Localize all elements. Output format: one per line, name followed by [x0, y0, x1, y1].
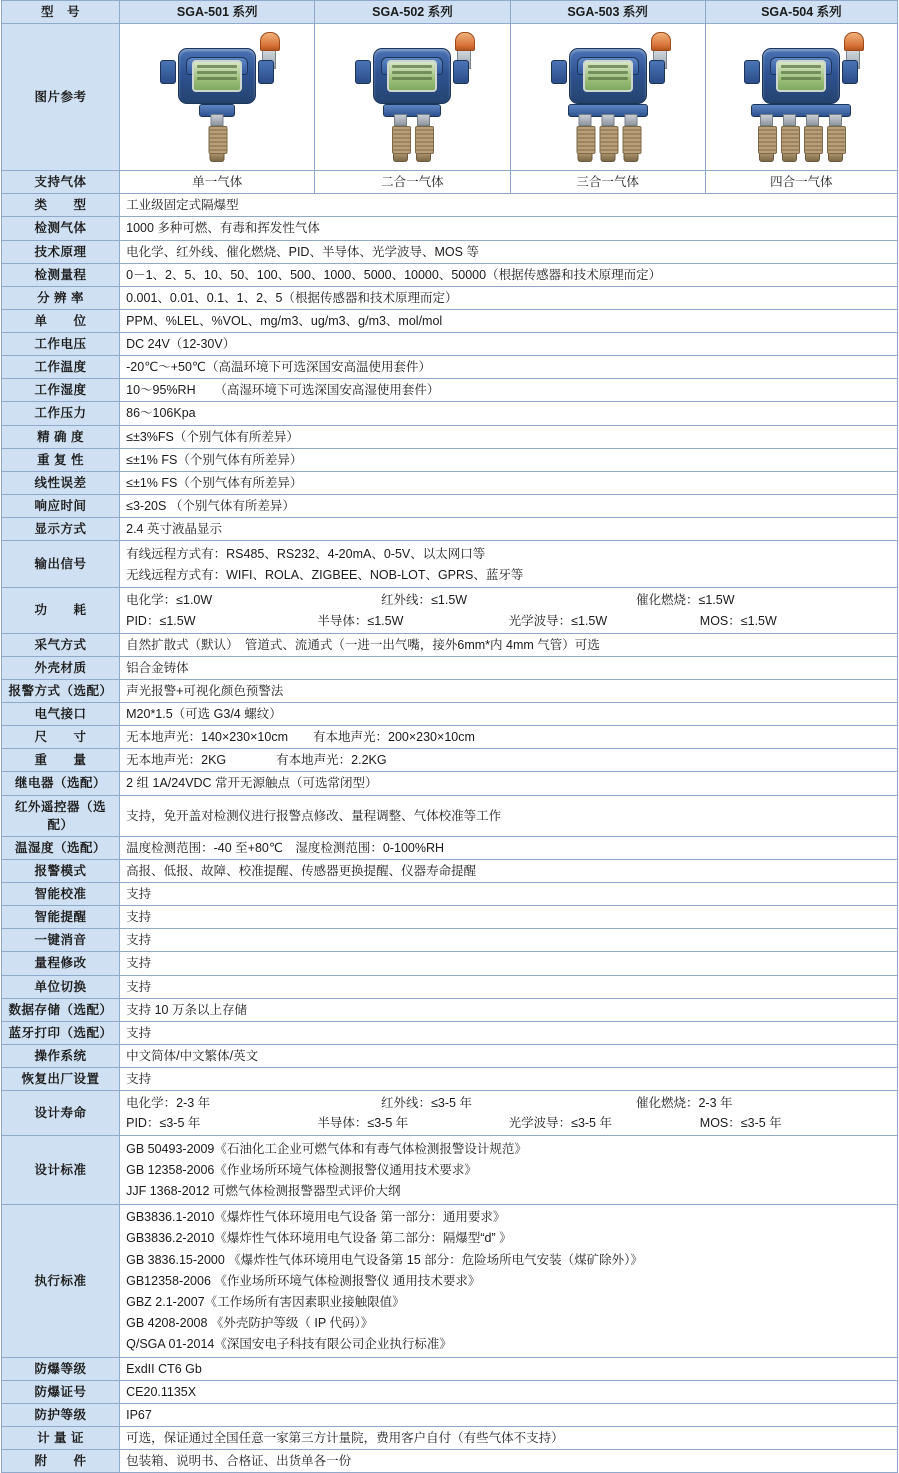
- table-row-range-modify: [2, 952, 898, 975]
- gas-detector-icon: [142, 26, 292, 168]
- table-row-gas-support: [2, 171, 898, 194]
- row-value-ip-rating: IP67: [120, 1403, 898, 1426]
- row-label-housing: 外壳材质: [2, 656, 120, 679]
- table-row-unit: [2, 309, 898, 332]
- row-label-smart-calibration: 智能校准: [2, 883, 120, 906]
- exec-standard-5: GB 4208-2008 《外壳防护等级（ IP 代码）》: [126, 1315, 374, 1330]
- lifetime-item-4: [317, 1113, 508, 1133]
- row-value-bluetooth-print: 支持: [120, 1021, 898, 1044]
- row-label-model: 型 号: [2, 1, 120, 24]
- specification-table: [1, 0, 898, 1473]
- row-label-detect-gas: 检测气体: [2, 217, 120, 240]
- table-row-repeatability: [2, 448, 898, 471]
- row-value-work-temp: -20℃～+50℃（高温环境下可选深国安高温使用套件）: [120, 356, 898, 379]
- power-item-0-value: ≤1.0W: [176, 593, 213, 608]
- row-label-response-time: 响应时间: [2, 494, 120, 517]
- model-cell-4: SGA-504 系列: [705, 1, 897, 24]
- table-row-lifetime: [2, 1091, 898, 1136]
- row-label-work-pressure: 工作压力: [2, 402, 120, 425]
- row-label-repeatability: 重 复 性: [2, 448, 120, 471]
- row-label-ip-rating: 防护等级: [2, 1403, 120, 1426]
- lifetime-item-5-name: 光学波导：: [508, 1116, 572, 1131]
- output-signal-wired: 有线远程方式有：RS485、RS232、4-20mA、0-5V、以太网口等: [126, 546, 486, 561]
- row-value-output-signal: [120, 541, 898, 588]
- lifetime-item-6-value: ≤3-5 年: [740, 1116, 782, 1131]
- table-row-electrical-interface: [2, 703, 898, 726]
- row-value-design-standards: [120, 1136, 898, 1204]
- table-row-technology: [2, 240, 898, 263]
- gas-support-1: 单一气体: [120, 171, 315, 194]
- power-item-5-value: ≤1.5W: [571, 613, 608, 628]
- power-item-2: [636, 590, 891, 610]
- power-item-1: [381, 590, 636, 610]
- row-value-smart-calibration: 支持: [120, 883, 898, 906]
- row-value-display: 2.4 英寸液晶显示: [120, 518, 898, 541]
- row-label-metrology-cert: 计 量 证: [2, 1427, 120, 1450]
- design-standard-0: GB 50493-2009《石油化工企业可燃气体和有毒气体检测报警设计规范》: [126, 1141, 527, 1156]
- row-value-os: 中文简体/中文繁体/英文: [120, 1044, 898, 1067]
- table-row-output-signal: [2, 541, 898, 588]
- row-label-sampling: 采气方式: [2, 633, 120, 656]
- row-label-smart-reminder: 智能提醒: [2, 906, 120, 929]
- row-value-sampling: 自然扩散式（默认） 管道式、流通式（一进一出气嘴，接外6mm*内 4mm 气管）可选: [120, 633, 898, 656]
- table-row-sampling: [2, 633, 898, 656]
- lifetime-item-6: [700, 1113, 891, 1133]
- row-label-accuracy: 精 确 度: [2, 425, 120, 448]
- table-row-accuracy: [2, 425, 898, 448]
- power-item-1-value: ≤1.5W: [431, 593, 468, 608]
- table-row-accessories: [2, 1450, 898, 1473]
- lifetime-item-2-value: 2-3 年: [698, 1096, 733, 1111]
- lifetime-item-1: [381, 1093, 636, 1113]
- row-value-ex-certificate: CE20.1135X: [120, 1380, 898, 1403]
- lifetime-item-4-value: ≤3-5 年: [367, 1116, 409, 1131]
- table-row-alarm-method: [2, 679, 898, 702]
- row-label-relay: 继电器（选配）: [2, 772, 120, 795]
- table-row-resolution: [2, 286, 898, 309]
- row-label-resolution: 分 辨 率: [2, 286, 120, 309]
- power-item-2-value: ≤1.5W: [698, 593, 735, 608]
- power-item-6-value: ≤1.5W: [740, 613, 777, 628]
- power-item-3-name: PID：: [126, 613, 160, 628]
- exec-standard-3: GB12358-2006 《作业场所环境气体检测报警仪 通用技术要求》: [126, 1273, 481, 1288]
- table-row-type: [2, 194, 898, 217]
- gas-support-2: 二合一气体: [315, 171, 510, 194]
- row-label-unit-switch: 单位切换: [2, 975, 120, 998]
- row-value-resolution: 0.001、0.01、0.1、1、2、5（根据传感器和技术原理而定）: [120, 286, 898, 309]
- lifetime-item-4-name: 半导体：: [317, 1116, 368, 1131]
- table-row-temp-humidity: [2, 836, 898, 859]
- row-value-alarm-method: 声光报警+可视化颜色预警法: [120, 679, 898, 702]
- row-value-linearity: ≤±1% FS（个别气体有所差异）: [120, 471, 898, 494]
- table-row-linearity: [2, 471, 898, 494]
- row-label-lifetime: 设计寿命: [2, 1091, 120, 1136]
- row-label-unit: 单 位: [2, 309, 120, 332]
- row-value-range-modify: 支持: [120, 952, 898, 975]
- table-row-metrology-cert: [2, 1427, 898, 1450]
- power-item-4-name: 半导体：: [317, 613, 368, 628]
- device-image-1: [120, 24, 315, 171]
- table-row-power: [2, 588, 898, 633]
- row-label-temp-humidity: 温湿度（选配）: [2, 836, 120, 859]
- row-label-work-humidity: 工作湿度: [2, 379, 120, 402]
- row-value-accessories: 包装箱、说明书、合格证、出货单各一份: [120, 1450, 898, 1473]
- table-row-work-temp: [2, 356, 898, 379]
- model-cell-3: SGA-503 系列: [510, 1, 705, 24]
- row-label-display: 显示方式: [2, 518, 120, 541]
- gas-support-4: 四合一气体: [705, 171, 897, 194]
- row-value-metrology-cert: 可选，保证通过全国任意一家第三方计量院，费用客户自付（有些气体不支持）: [120, 1427, 898, 1450]
- power-item-6-name: MOS：: [699, 613, 741, 628]
- table-row-range: [2, 263, 898, 286]
- row-value-type: 工业级固定式隔爆型: [120, 194, 898, 217]
- row-value-accuracy: ≤±3%FS（个别气体有所差异）: [120, 425, 898, 448]
- row-value-power: [120, 588, 898, 633]
- lifetime-item-0-value: 2-3 年: [176, 1096, 211, 1111]
- table-row-weight: [2, 749, 898, 772]
- power-item-6: [700, 611, 891, 631]
- row-label-ex-rating: 防爆等级: [2, 1357, 120, 1380]
- table-row-alarm-mode: [2, 859, 898, 882]
- row-value-housing: 铝合金铸体: [120, 656, 898, 679]
- row-value-voltage: DC 24V（12-30V）: [120, 333, 898, 356]
- lifetime-item-6-name: MOS：: [699, 1116, 741, 1131]
- lifetime-item-2-name: 催化燃烧：: [635, 1096, 699, 1111]
- row-value-temp-humidity: 温度检测范围：-40 至+80℃ 湿度检测范围：0-100%RH: [120, 836, 898, 859]
- table-row-one-key-mute: [2, 929, 898, 952]
- table-row-smart-reminder: [2, 906, 898, 929]
- gas-detector-icon: [726, 26, 876, 168]
- table-row-ir-remote: [2, 795, 898, 836]
- lifetime-item-5: [509, 1113, 700, 1133]
- table-row-work-pressure: [2, 402, 898, 425]
- table-row-relay: [2, 772, 898, 795]
- row-value-unit-switch: 支持: [120, 975, 898, 998]
- device-image-3: [510, 24, 705, 171]
- lifetime-item-2: [636, 1093, 891, 1113]
- row-value-exec-standards: [120, 1204, 898, 1357]
- table-row-detect-gas: [2, 217, 898, 240]
- row-value-data-storage: 支持 10 万条以上存储: [120, 998, 898, 1021]
- row-value-one-key-mute: 支持: [120, 929, 898, 952]
- table-row-size: [2, 726, 898, 749]
- row-label-range-modify: 量程修改: [2, 952, 120, 975]
- row-value-factory-reset: 支持: [120, 1068, 898, 1091]
- table-row-images: [2, 24, 898, 171]
- row-label-data-storage: 数据存储（选配）: [2, 998, 120, 1021]
- row-label-bluetooth-print: 蓝牙打印（选配）: [2, 1021, 120, 1044]
- table-row-bluetooth-print: [2, 1021, 898, 1044]
- power-item-0: [126, 590, 381, 610]
- model-cell-2: SGA-502 系列: [315, 1, 510, 24]
- row-label-work-temp: 工作温度: [2, 356, 120, 379]
- lifetime-item-1-value: ≤3-5 年: [431, 1096, 472, 1111]
- lifetime-item-1-name: 红外线：: [381, 1096, 432, 1111]
- power-item-4: [317, 611, 508, 631]
- row-label-power: 功 耗: [2, 588, 120, 633]
- power-item-5-name: 光学波导：: [508, 613, 572, 628]
- row-label-voltage: 工作电压: [2, 333, 120, 356]
- lifetime-item-3-name: PID：: [126, 1116, 160, 1131]
- row-value-lifetime: [120, 1091, 898, 1136]
- row-label-one-key-mute: 一键消音: [2, 929, 120, 952]
- row-label-ex-certificate: 防爆证号: [2, 1380, 120, 1403]
- power-item-4-value: ≤1.5W: [367, 613, 404, 628]
- table-row-factory-reset: [2, 1068, 898, 1091]
- row-value-alarm-mode: 高报、低报、故障、校准提醒、传感器更换提醒、仪器寿命提醒: [120, 859, 898, 882]
- row-value-ir-remote: 支持，免开盖对检测仪进行报警点修改、量程调整、气体校准等工作: [120, 795, 898, 836]
- row-label-size: 尺 寸: [2, 726, 120, 749]
- power-item-2-name: 催化燃烧：: [635, 593, 699, 608]
- table-row-unit-switch: [2, 975, 898, 998]
- row-label-accessories: 附 件: [2, 1450, 120, 1473]
- table-row-response-time: [2, 494, 898, 517]
- table-row-smart-calibration: [2, 883, 898, 906]
- table-row-data-storage: [2, 998, 898, 1021]
- power-item-3: [126, 611, 317, 631]
- row-label-type: 类 型: [2, 194, 120, 217]
- row-label-design-standards: 设计标准: [2, 1136, 120, 1204]
- row-value-ex-rating: ExdII CT6 Gb: [120, 1357, 898, 1380]
- row-label-output-signal: 输出信号: [2, 541, 120, 588]
- lifetime-item-0-name: 电化学：: [126, 1096, 177, 1111]
- lifetime-item-5-value: ≤3-5 年: [571, 1116, 612, 1131]
- row-label-alarm-mode: 报警模式: [2, 859, 120, 882]
- gas-support-3: 三合一气体: [510, 171, 705, 194]
- exec-standard-2: GB 3836.15-2000 《爆炸性气体环境用电气设备第 15 部分：危险场所电气安装（煤矿除外）》: [126, 1252, 643, 1267]
- row-label-factory-reset: 恢复出厂设置: [2, 1068, 120, 1091]
- gas-detector-icon: [337, 26, 487, 168]
- row-label-ir-remote: 红外遥控器（选配）: [2, 795, 120, 836]
- row-label-image-reference: 图片参考: [2, 24, 120, 171]
- row-value-unit: PPM、%LEL、%VOL、mg/m3、ug/m3、g/m3、mol/mol: [120, 309, 898, 332]
- lifetime-item-3-value: ≤3-5 年: [159, 1116, 201, 1131]
- table-row-ex-certificate: [2, 1380, 898, 1403]
- power-item-3-value: ≤1.5W: [159, 613, 196, 628]
- row-value-smart-reminder: 支持: [120, 906, 898, 929]
- gas-detector-icon: [533, 26, 683, 168]
- row-label-linearity: 线性误差: [2, 471, 120, 494]
- row-value-range: 0－1、2、5、10、50、100、500、1000、5000、10000、50000（根据传感器和技术原理而定）: [120, 263, 898, 286]
- power-item-1-name: 红外线：: [381, 593, 432, 608]
- exec-standard-0: GB3836.1-2010《爆炸性气体环境用电气设备 第一部分：通用要求》: [126, 1210, 506, 1225]
- design-standard-2: JJF 1368-2012 可燃气体检测报警器型式评价大纲: [126, 1184, 401, 1199]
- row-value-work-pressure: 86～106Kpa: [120, 402, 898, 425]
- row-value-response-time: ≤3-20S （个别气体有所差异）: [120, 494, 898, 517]
- row-label-exec-standards: 执行标准: [2, 1204, 120, 1357]
- row-value-repeatability: ≤±1% FS（个别气体有所差异）: [120, 448, 898, 471]
- row-value-electrical-interface: M20*1.5（可选 G3/4 螺纹）: [120, 703, 898, 726]
- design-standard-1: GB 12358-2006《作业场所环境气体检测报警仪通用技术要求》: [126, 1163, 477, 1177]
- row-label-range: 检测量程: [2, 263, 120, 286]
- row-value-work-humidity: 10～95%RH （高湿环境下可选深国安高湿使用套件）: [120, 379, 898, 402]
- row-value-technology: 电化学、红外线、催化燃烧、PID、半导体、光学波导、MOS 等: [120, 240, 898, 263]
- row-label-technology: 技术原理: [2, 240, 120, 263]
- row-label-alarm-method: 报警方式（选配）: [2, 679, 120, 702]
- exec-standard-4: GBZ 2.1-2007《工作场所有害因素职业接触限值》: [126, 1294, 405, 1309]
- row-value-detect-gas: 1000 多种可燃、有毒和挥发性气体: [120, 217, 898, 240]
- table-row-exec-standards: [2, 1204, 898, 1357]
- row-value-relay: 2 组 1A/24VDC 常开无源触点（可选常闭型）: [120, 772, 898, 795]
- table-row-display: [2, 518, 898, 541]
- row-label-weight: 重 量: [2, 749, 120, 772]
- power-item-0-name: 电化学：: [126, 593, 177, 608]
- table-row-design-standards: [2, 1136, 898, 1204]
- table-row-work-humidity: [2, 379, 898, 402]
- table-row-ip-rating: [2, 1403, 898, 1426]
- table-row-model: [2, 1, 898, 24]
- table-row-voltage: [2, 333, 898, 356]
- row-label-gas-support: 支持气体: [2, 171, 120, 194]
- row-label-os: 操作系统: [2, 1044, 120, 1067]
- row-value-weight: 无本地声光：2KG 有本地声光：2.2KG: [120, 749, 898, 772]
- exec-standard-6: Q/SGA 01-2014《深国安电子科技有限公司企业执行标准》: [126, 1337, 452, 1351]
- lifetime-item-3: [126, 1113, 317, 1133]
- table-row-housing: [2, 656, 898, 679]
- device-image-2: [315, 24, 510, 171]
- table-row-os: [2, 1044, 898, 1067]
- model-cell-1: SGA-501 系列: [120, 1, 315, 24]
- output-signal-wireless: 无线远程方式有：WIFI、ROLA、ZIGBEE、NOB-LOT、GPRS、蓝牙等: [126, 567, 524, 582]
- device-image-4: [705, 24, 897, 171]
- row-value-size: 无本地声光：140×230×10cm 有本地声光：200×230×10cm: [120, 726, 898, 749]
- power-item-5: [509, 611, 700, 631]
- exec-standard-1: GB3836.2-2010《爆炸性气体环境用电气设备 第二部分：隔爆型“d” 》: [126, 1231, 512, 1246]
- row-label-electrical-interface: 电气接口: [2, 703, 120, 726]
- lifetime-item-0: [126, 1093, 381, 1113]
